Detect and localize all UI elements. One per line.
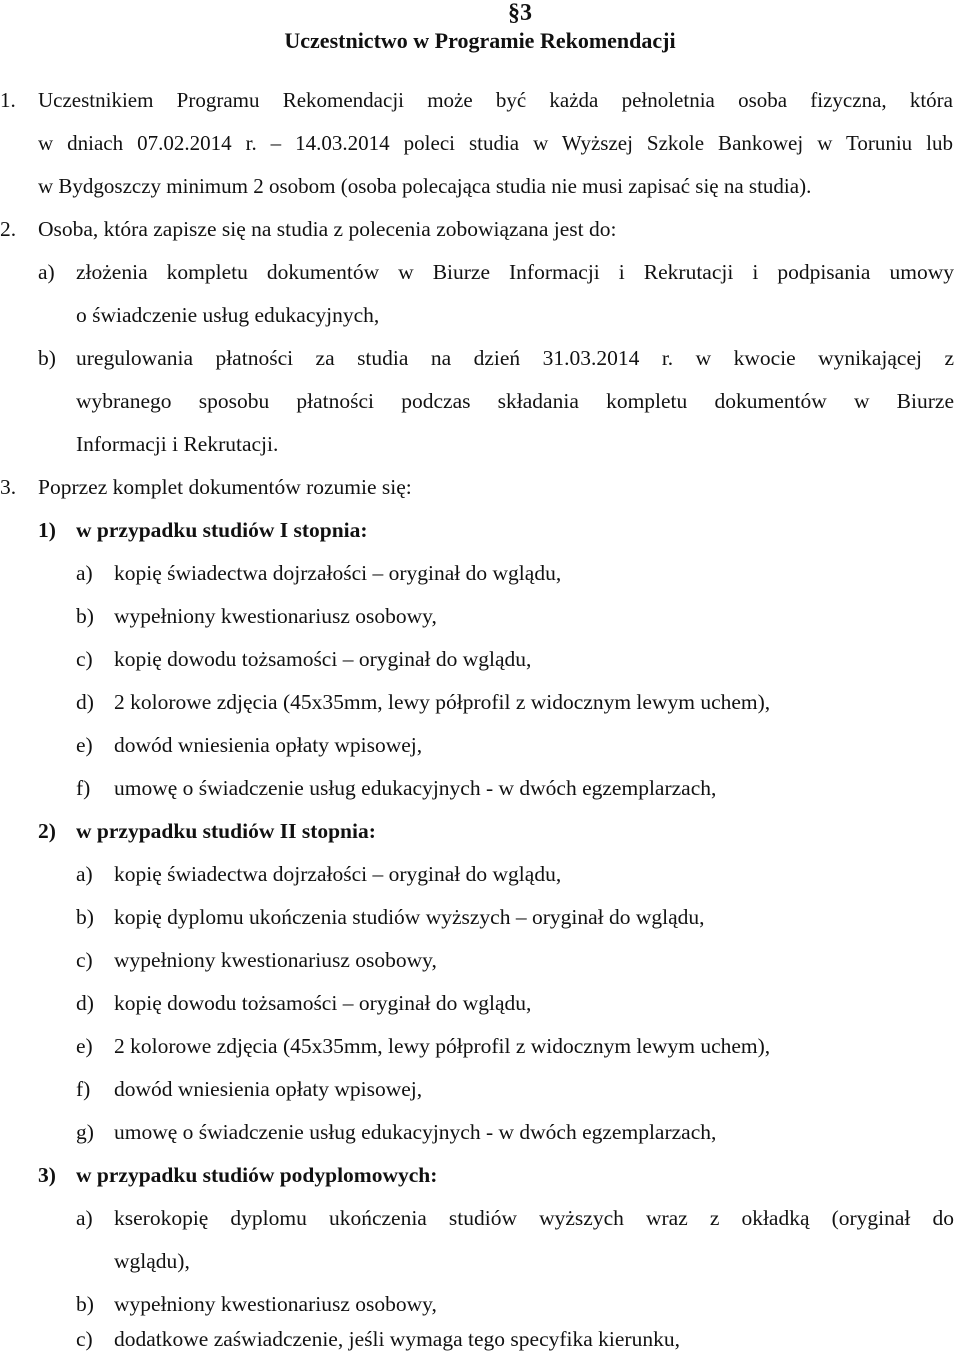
list-item: kopię dowodu tożsamości – oryginał do wglądu,	[114, 647, 532, 671]
p2-item-a-label: a)	[38, 260, 55, 284]
p3-number: 3.	[0, 475, 17, 499]
group-2-label: 2)	[38, 819, 56, 843]
section-title: Uczestnictwo w Programie Rekomendacji	[284, 28, 676, 53]
group-1-label: 1)	[38, 518, 56, 542]
list-item: wypełniony kwestionariusz osobowy,	[114, 604, 437, 628]
list-item: wypełniony kwestionariusz osobowy,	[114, 1292, 437, 1316]
list-item-label: c)	[76, 647, 93, 671]
list-item: kopię świadectwa dojrzałości – oryginał do wglądu,	[114, 862, 562, 886]
group-1-title: w przypadku studiów I stopnia:	[76, 518, 368, 542]
p2-item-b-line-3: Informacji i Rekrutacji.	[76, 432, 279, 456]
p1-line-1: Uczestnikiem Programu Rekomendacji może być każda pełnoletnia osoba fizyczna, która	[38, 88, 953, 112]
list-item-label: f)	[76, 776, 91, 800]
group-3-title: w przypadku studiów podyplomowych:	[76, 1163, 438, 1187]
list-item-label: c)	[76, 1327, 93, 1351]
list-item: kopię dowodu tożsamości – oryginał do wglądu,	[114, 991, 532, 1015]
p2-item-a-line-2: o świadczenie usług edukacyjnych,	[76, 303, 380, 327]
list-item-label: f)	[76, 1077, 91, 1101]
list-item-label: b)	[76, 1292, 94, 1316]
p1-number: 1.	[0, 88, 16, 112]
p1-line-2: w dniach 07.02.2014 r. – 14.03.2014 poleci studia w Wyższej Szkole Bankowej w Toruniu lub	[38, 131, 953, 155]
list-item: 2 kolorowe zdjęcia (45x35mm, lewy półprofil z widocznym lewym uchem),	[114, 1034, 771, 1058]
list-item: kopię dyplomu ukończenia studiów wyższych – oryginał do wglądu,	[114, 905, 705, 929]
p2-number: 2.	[0, 217, 17, 241]
p3-intro: Poprzez komplet dokumentów rozumie się:	[38, 475, 412, 499]
group-2-title: w przypadku studiów II stopnia:	[76, 819, 376, 843]
p2-item-b-label: b)	[38, 346, 56, 370]
list-item-label: d)	[76, 991, 94, 1015]
list-item: dowód wniesienia opłaty wpisowej,	[114, 1077, 423, 1101]
list-item-label: a)	[76, 1206, 93, 1230]
list-item: 2 kolorowe zdjęcia (45x35mm, lewy półprofil z widocznym lewym uchem),	[114, 690, 771, 714]
list-item-label: g)	[76, 1120, 94, 1144]
list-item-label: c)	[76, 948, 93, 972]
p1-line-3: w Bydgoszczy minimum 2 osobom (osoba polecająca studia nie musi zapisać się na studia).	[38, 174, 812, 198]
list-item: umowę o świadczenie usług edukacyjnych - w dwóch egzemplarzach,	[114, 1120, 717, 1144]
list-item-label: b)	[76, 604, 94, 628]
list-item-label: e)	[76, 733, 93, 757]
list-item-label: a)	[76, 561, 93, 585]
p2-item-a-line-1: złożenia kompletu dokumentów w Biurze Informacji i Rekrutacji i podpisania umowy	[76, 260, 954, 284]
list-item: wypełniony kwestionariusz osobowy,	[114, 948, 437, 972]
p2-item-b-line-1: uregulowania płatności za studia na dzień 31.03.2014 r. w kwocie wynikającej z	[76, 346, 954, 370]
list-item: kserokopię dyplomu ukończenia studiów wyższych wraz z okładką (oryginał do	[114, 1206, 954, 1230]
list-item-label: a)	[76, 862, 93, 886]
list-item: umowę o świadczenie usług edukacyjnych - w dwóch egzemplarzach,	[114, 776, 717, 800]
p2-intro: Osoba, która zapisze się na studia z polecenia zobowiązana jest do:	[38, 217, 617, 241]
group-3-label: 3)	[38, 1163, 56, 1187]
list-item-label: b)	[76, 905, 94, 929]
list-item: dodatkowe zaświadczenie, jeśli wymaga tego specyfika kierunku,	[114, 1327, 680, 1351]
p2-item-b-line-2: wybranego sposobu płatności podczas składania kompletu dokumentów w Biurze	[76, 389, 954, 413]
section-number: §3	[508, 0, 532, 26]
list-item: dowód wniesienia opłaty wpisowej,	[114, 733, 423, 757]
list-item-label: d)	[76, 690, 94, 714]
list-item: kopię świadectwa dojrzałości – oryginał do wglądu,	[114, 561, 562, 585]
list-item-label: e)	[76, 1034, 93, 1058]
list-item-continuation: wglądu),	[114, 1249, 190, 1273]
